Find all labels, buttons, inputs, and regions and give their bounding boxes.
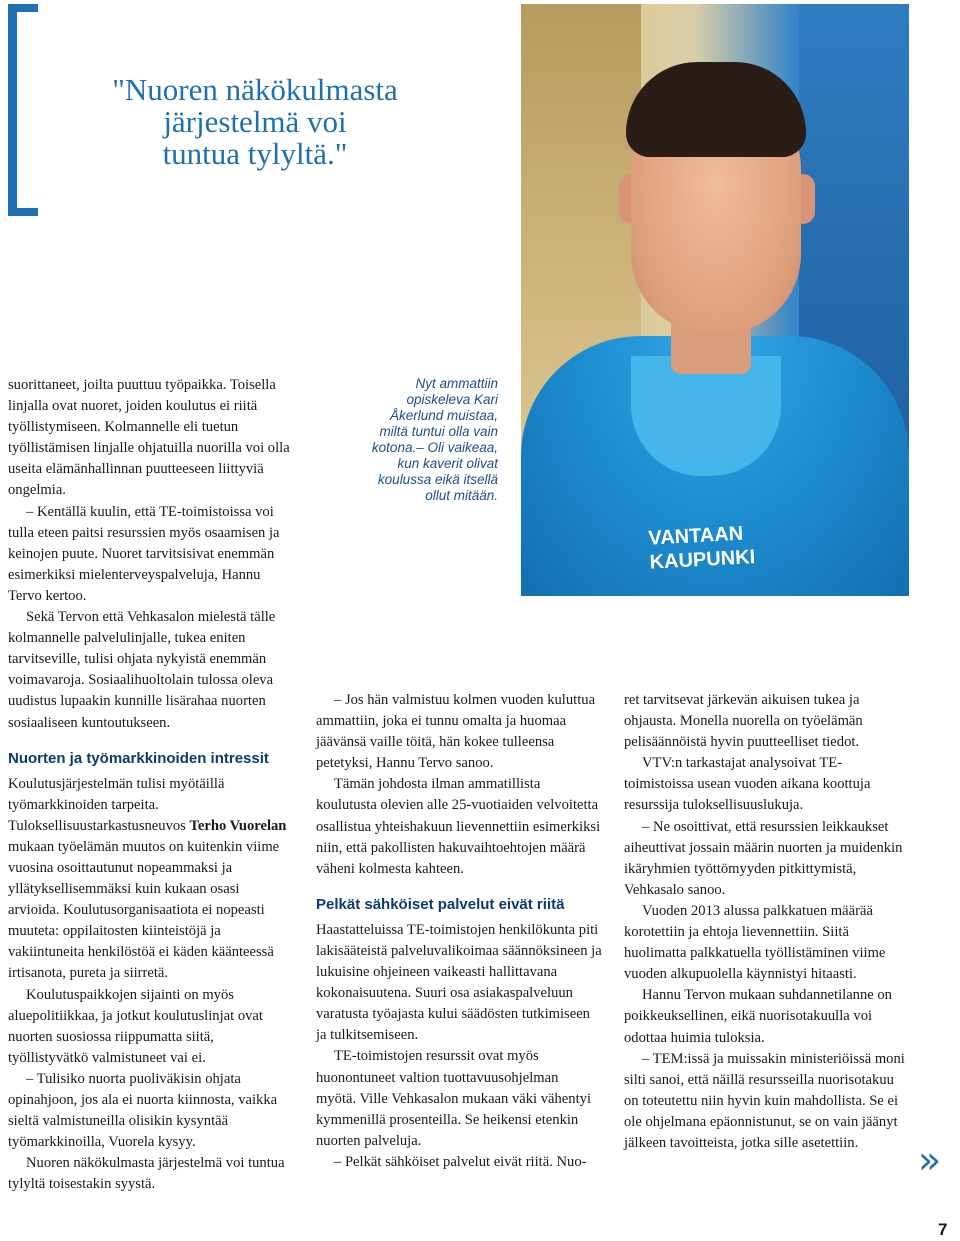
photo-caption: Nyt ammattiin opiskeleva Kari Åkerlund muistaa, miltä tuntui olla vain kotona.– Oli vaikeaa, kun kaverit olivat koulussa eikä itsellä ollut mitään. xyxy=(371,376,498,503)
article-column-3 xyxy=(624,690,910,1154)
paragraph: TE-toimistojen resurssit ovat myös huonontuneet valtion tuottavuusohjelman myötä. Ville Vehkasalon mukaan väki vähentyi kymmenillä prosenteilla. Se heikensi etenkin nuorten palveluja. xyxy=(316,1048,591,1149)
paragraph: Vuoden 2013 alussa palkkatuen määrää korotettiin ja ehtoja lievennettiin. Siitä huolimatta palkkatuella työllistäminen viime vuoden alkupuolella käynnistyi hitaasti. xyxy=(624,902,886,983)
photo-shirt-text: VANTAAN KAUPUNKI xyxy=(647,522,756,574)
paragraph: suorittaneet, joilta puuttuu työpaikka. Toisella linjalla ovat nuoret, joiden koulutus ei riitä työllistymiseen. Kolmannelle eli tuetun työllistämisen linjalle ohjatuilla nuorilla voi olla useita elämänhallinnan puutteeseen liittyviä ongelmia. xyxy=(8,377,290,499)
person-name: Terho Vuorelan xyxy=(189,817,287,834)
paragraph: Nuoren näkökulmasta järjestelmä voi tuntua tylyltä toisestakin syystä. xyxy=(8,1155,285,1193)
continue-arrow-icon: » xyxy=(918,1138,942,1182)
article-column-2 xyxy=(316,690,602,1173)
paragraph: Koulutuspaikkojen sijainti on myös aluepolitiikkaa, ja jotkut koulutuslinjat ovat nuorten suosiossa riippumatta siitä, työllistyvätkö valmistuneet vai ei. xyxy=(8,986,263,1066)
section-heading: Nuorten ja työmarkkinoiden intressit xyxy=(8,749,269,767)
paragraph: Sekä Tervon että Vehkasalon mielestä tälle kolmannelle palvelulinjalle, tukea eniten tarvitseville, tulisi ohjata nykyistä enemmän voimavaroja. Sosiaalihuoltolain tulossa oleva uudistus lupaakin kunnille lisärahaa nuorten sosiaaliseen kuntoutukseen. xyxy=(8,609,276,731)
paragraph xyxy=(8,774,292,985)
portrait-photo xyxy=(521,4,909,596)
text-run: mukaan työelämän muutos on kuitenkin viime vuosina osoittautunut nopeammaksi ja yllätyksellisemmäksi kuin kukaan osasi arvioida. Koulutusorganisaatiota ei nopeasti muuteta: oppilaitosten kiinteistöjä ja vakiintuneita henkilöstöä ei käden käänteessä irtisanota, pureta ja siirretä. xyxy=(8,838,280,982)
page-number: 7 xyxy=(938,1220,948,1239)
paragraph: Haastatteluissa TE-toimistojen henkilökunta piti lakisääteistä palveluvalikoimaa säännöksineen ja lukuisine ohjeineen vaikeasti hallittavana kokonaisuutena. Suuri osa asiakaspalveluun varatusta työajasta kului säädösten tutkimiseen ja tulkitsemiseen. xyxy=(316,921,602,1044)
paragraph: Tämän johdosta ilman ammatillista koulutusta olevien alle 25-vuotiaiden velvoitetta osallistua yhteishakuun lievennettiin esimerkiksi niin, että pakollisten hakuvaihtoehtojen määrä väheni kolmesta kahteen. xyxy=(316,776,601,877)
paragraph: – Kentällä kuulin, että TE-toimistoissa voi tulla eteen paitsi resurssien myös osaamisen ja keinojen puute. Nuoret tarvitsisivat enemmän esimerkiksi mielenterveyspalveluja, Hannu Tervo kertoo. xyxy=(8,503,280,604)
photo-hair xyxy=(626,62,806,157)
pull-quote: "Nuoren näkökulmasta järjestelmä voi tuntua tylyltä." xyxy=(112,72,398,171)
paragraph: – TEM:issä ja muissakin ministeriöissä moni silti sanoi, että näillä resursseilla nuorisotakuu on toteutettu niin hyvin kuin mahdollista. Se ei ole ohjelmana epäonnistunut, se on vain jäänyt jälkeen tavoitteista, jotka sille asetettiin. xyxy=(624,1050,905,1151)
paragraph: – Pelkät sähköiset palvelut eivät riitä. Nuo- xyxy=(334,1153,587,1170)
article-column-1 xyxy=(8,375,292,1195)
text-run: Koulutusjärjestelmän tulisi myötäillä työmarkkinoiden tarpeita. Tuloksellisuustarkastusneuvos xyxy=(8,775,225,834)
paragraph: ret tarvitsevat järkevän aikuisen tukea ja ohjausta. Monella nuorella on työelämän pelisäännöistä hyvin puutteelliset tiedot. xyxy=(624,692,863,751)
paragraph: – Jos hän valmistuu kolmen vuoden kuluttua ammattiin, joka ei tunnu omalta ja huomaa jäävänsä vaille töitä, hän kokee tulleensa petetyksi, Hannu Tervo sanoo. xyxy=(316,692,596,772)
decorative-bracket xyxy=(8,4,38,216)
paragraph: Hannu Tervon mukaan suhdannetilanne on poikkeuksellinen, eikä nuorisotakuulla voi odottaa huimia tuloksia. xyxy=(624,987,892,1046)
section-heading: Pelkät sähköiset palvelut eivät riitä xyxy=(316,895,565,913)
paragraph: – Ne osoittivat, että resurssien leikkaukset aiheuttivat jossain määrin nuorten ja muidenkin ikäryhmien työttömyyden pitkittymistä, Vehkasalo sanoo. xyxy=(624,818,903,898)
paragraph: VTV:n tarkastajat analysoivat TE-toimistoissa usean vuoden aikana koottuja resurssija tuloksellisuuslukuja. xyxy=(624,755,871,814)
paragraph: – Tulisiko nuorta puoliväkisin ohjata opinahjoon, jos ala ei nuorta kiinnosta, vaikka sieltä valmistuneilla olisikin kysyntää työmarkkinoilla, Vuorela kysyy. xyxy=(8,1070,278,1151)
